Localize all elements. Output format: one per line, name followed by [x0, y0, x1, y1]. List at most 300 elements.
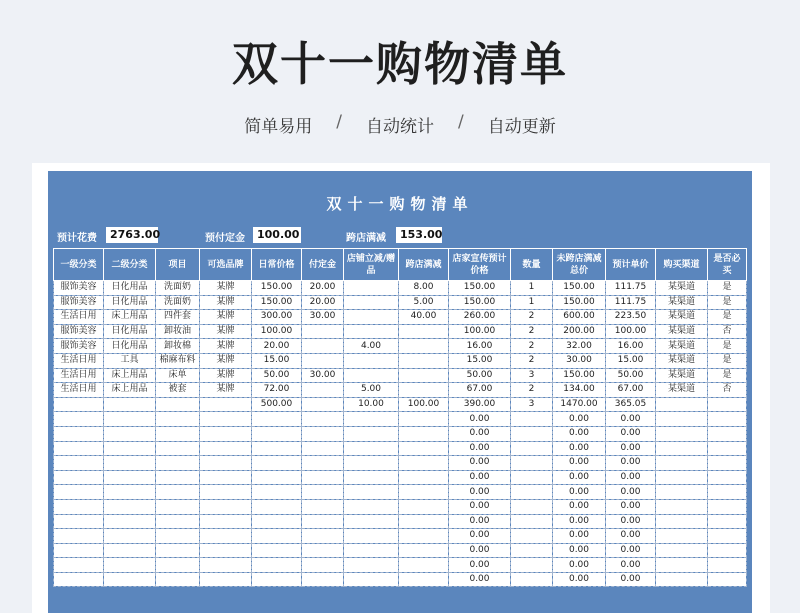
table-cell[interactable]	[344, 324, 399, 339]
table-cell[interactable]	[511, 514, 553, 529]
table-cell[interactable]	[252, 572, 302, 587]
column-header[interactable]: 预计单价	[606, 249, 656, 281]
table-cell[interactable]	[200, 499, 252, 514]
table-cell[interactable]: 0.00	[449, 441, 511, 456]
table-cell[interactable]	[252, 543, 302, 558]
table-cell[interactable]	[344, 529, 399, 544]
table-cell[interactable]	[156, 543, 200, 558]
table-cell[interactable]: 15.00	[449, 353, 511, 368]
table-cell[interactable]	[104, 470, 156, 485]
table-cell[interactable]	[302, 412, 344, 427]
table-cell[interactable]	[54, 426, 104, 441]
table-cell[interactable]: 0.00	[606, 412, 656, 427]
table-cell[interactable]	[708, 529, 747, 544]
table-cell[interactable]	[104, 529, 156, 544]
table-cell[interactable]: 67.00	[606, 383, 656, 398]
table-cell[interactable]	[252, 456, 302, 471]
table-cell[interactable]: 是	[708, 310, 747, 325]
table-cell[interactable]	[344, 295, 399, 310]
table-cell[interactable]	[399, 383, 449, 398]
table-cell[interactable]	[511, 499, 553, 514]
column-header[interactable]: 店家宣传预计价格	[449, 249, 511, 281]
table-cell[interactable]	[200, 412, 252, 427]
table-cell[interactable]	[54, 543, 104, 558]
table-cell[interactable]	[344, 499, 399, 514]
table-cell[interactable]	[302, 456, 344, 471]
table-cell[interactable]: 某渠道	[656, 310, 708, 325]
table-cell[interactable]: 16.00	[606, 339, 656, 354]
table-cell[interactable]: 150.00	[449, 295, 511, 310]
table-cell[interactable]: 67.00	[449, 383, 511, 398]
table-cell[interactable]	[54, 558, 104, 573]
table-cell[interactable]	[302, 383, 344, 398]
column-header[interactable]: 未跨店满减总价	[553, 249, 606, 281]
table-cell[interactable]	[511, 529, 553, 544]
table-cell[interactable]	[302, 499, 344, 514]
table-cell[interactable]	[708, 485, 747, 500]
table-cell[interactable]: 是	[708, 368, 747, 383]
table-cell[interactable]	[344, 441, 399, 456]
table-cell[interactable]: 150.00	[553, 368, 606, 383]
table-cell[interactable]	[708, 441, 747, 456]
table-cell[interactable]: 0.00	[553, 529, 606, 544]
table-cell[interactable]	[156, 426, 200, 441]
table-cell[interactable]	[104, 572, 156, 587]
table-cell[interactable]: 0.00	[553, 412, 606, 427]
column-header[interactable]: 项目	[156, 249, 200, 281]
table-cell[interactable]	[511, 441, 553, 456]
table-cell[interactable]: 日化用品	[104, 281, 156, 296]
table-cell[interactable]: 150.00	[449, 281, 511, 296]
table-cell[interactable]: 0.00	[449, 572, 511, 587]
table-cell[interactable]	[200, 514, 252, 529]
table-cell[interactable]: 50.00	[449, 368, 511, 383]
table-cell[interactable]	[302, 353, 344, 368]
table-cell[interactable]: 0.00	[449, 426, 511, 441]
table-cell[interactable]: 日化用品	[104, 339, 156, 354]
table-cell[interactable]: 是	[708, 353, 747, 368]
column-header[interactable]: 店铺立减/赠品	[344, 249, 399, 281]
table-cell[interactable]	[656, 499, 708, 514]
table-cell[interactable]: 5.00	[344, 383, 399, 398]
table-cell[interactable]: 3	[511, 397, 553, 412]
table-cell[interactable]	[54, 529, 104, 544]
table-cell[interactable]	[156, 456, 200, 471]
table-cell[interactable]: 150.00	[553, 295, 606, 310]
table-cell[interactable]: 0.00	[606, 558, 656, 573]
table-cell[interactable]	[302, 514, 344, 529]
table-cell[interactable]	[302, 324, 344, 339]
table-cell[interactable]	[511, 470, 553, 485]
table-cell[interactable]: 500.00	[252, 397, 302, 412]
table-cell[interactable]	[156, 529, 200, 544]
table-cell[interactable]	[156, 397, 200, 412]
table-cell[interactable]: 0.00	[606, 456, 656, 471]
table-cell[interactable]	[200, 456, 252, 471]
table-cell[interactable]: 服饰美容	[54, 324, 104, 339]
deposit-value[interactable]: 100.00	[253, 227, 301, 243]
table-cell[interactable]: 生活日用	[54, 368, 104, 383]
table-cell[interactable]	[104, 558, 156, 573]
table-cell[interactable]	[708, 514, 747, 529]
table-cell[interactable]: 0.00	[553, 426, 606, 441]
budget-value[interactable]: 2763.00	[106, 227, 158, 243]
table-cell[interactable]: 0.00	[606, 470, 656, 485]
table-cell[interactable]	[302, 397, 344, 412]
table-cell[interactable]	[200, 543, 252, 558]
table-cell[interactable]	[252, 485, 302, 500]
table-cell[interactable]	[399, 324, 449, 339]
column-header[interactable]: 付定金	[302, 249, 344, 281]
table-cell[interactable]	[104, 499, 156, 514]
table-cell[interactable]	[344, 470, 399, 485]
table-cell[interactable]	[656, 441, 708, 456]
table-cell[interactable]: 100.00	[606, 324, 656, 339]
table-cell[interactable]: 床单	[156, 368, 200, 383]
table-cell[interactable]: 某渠道	[656, 339, 708, 354]
table-cell[interactable]: 0.00	[553, 470, 606, 485]
table-cell[interactable]	[399, 543, 449, 558]
table-cell[interactable]	[200, 426, 252, 441]
table-cell[interactable]: 被套	[156, 383, 200, 398]
table-cell[interactable]	[200, 397, 252, 412]
table-cell[interactable]: 0.00	[449, 499, 511, 514]
table-cell[interactable]	[156, 572, 200, 587]
column-header[interactable]: 是否必买	[708, 249, 747, 281]
table-cell[interactable]: 1	[511, 295, 553, 310]
table-cell[interactable]	[54, 412, 104, 427]
table-cell[interactable]	[252, 426, 302, 441]
table-cell[interactable]: 是	[708, 339, 747, 354]
table-cell[interactable]: 134.00	[553, 383, 606, 398]
table-cell[interactable]: 0.00	[606, 426, 656, 441]
table-cell[interactable]	[399, 558, 449, 573]
table-cell[interactable]: 0.00	[606, 441, 656, 456]
column-header[interactable]: 二级分类	[104, 249, 156, 281]
table-cell[interactable]	[511, 412, 553, 427]
table-cell[interactable]: 卸妆棉	[156, 339, 200, 354]
table-cell[interactable]: 床上用品	[104, 368, 156, 383]
table-cell[interactable]: 某渠道	[656, 383, 708, 398]
table-cell[interactable]: 30.00	[302, 310, 344, 325]
table-cell[interactable]	[302, 543, 344, 558]
table-cell[interactable]: 四件套	[156, 310, 200, 325]
table-cell[interactable]: 390.00	[449, 397, 511, 412]
table-cell[interactable]: 0.00	[606, 572, 656, 587]
table-cell[interactable]	[156, 441, 200, 456]
table-cell[interactable]	[200, 558, 252, 573]
table-cell[interactable]	[399, 470, 449, 485]
table-cell[interactable]	[104, 441, 156, 456]
table-cell[interactable]: 日化用品	[104, 295, 156, 310]
table-cell[interactable]	[344, 572, 399, 587]
table-cell[interactable]: 0.00	[606, 485, 656, 500]
table-cell[interactable]: 床上用品	[104, 310, 156, 325]
table-cell[interactable]	[54, 397, 104, 412]
table-cell[interactable]: 服饰美容	[54, 339, 104, 354]
table-cell[interactable]: 某牌	[200, 353, 252, 368]
table-cell[interactable]	[156, 514, 200, 529]
table-cell[interactable]	[302, 485, 344, 500]
table-cell[interactable]	[54, 514, 104, 529]
table-cell[interactable]: 2	[511, 383, 553, 398]
table-cell[interactable]	[200, 485, 252, 500]
table-cell[interactable]	[200, 529, 252, 544]
table-cell[interactable]: 223.50	[606, 310, 656, 325]
table-cell[interactable]	[302, 572, 344, 587]
table-cell[interactable]: 某渠道	[656, 281, 708, 296]
table-cell[interactable]	[252, 558, 302, 573]
column-header[interactable]: 购买渠道	[656, 249, 708, 281]
table-cell[interactable]: 16.00	[449, 339, 511, 354]
table-cell[interactable]	[302, 441, 344, 456]
table-cell[interactable]: 某牌	[200, 310, 252, 325]
table-cell[interactable]: 0.00	[606, 499, 656, 514]
table-cell[interactable]: 5.00	[399, 295, 449, 310]
table-cell[interactable]: 111.75	[606, 295, 656, 310]
table-cell[interactable]	[656, 470, 708, 485]
table-cell[interactable]: 2	[511, 353, 553, 368]
table-cell[interactable]	[511, 485, 553, 500]
table-cell[interactable]: 20.00	[302, 295, 344, 310]
table-cell[interactable]: 工具	[104, 353, 156, 368]
table-cell[interactable]: 260.00	[449, 310, 511, 325]
table-cell[interactable]	[302, 426, 344, 441]
table-cell[interactable]: 2	[511, 339, 553, 354]
table-cell[interactable]: 0.00	[553, 572, 606, 587]
table-cell[interactable]: 否	[708, 383, 747, 398]
table-cell[interactable]	[344, 281, 399, 296]
table-cell[interactable]: 0.00	[449, 470, 511, 485]
table-cell[interactable]	[104, 543, 156, 558]
table-cell[interactable]: 某渠道	[656, 368, 708, 383]
table-cell[interactable]	[302, 558, 344, 573]
table-cell[interactable]: 0.00	[553, 485, 606, 500]
table-cell[interactable]: 32.00	[553, 339, 606, 354]
table-cell[interactable]	[156, 499, 200, 514]
table-cell[interactable]: 150.00	[252, 295, 302, 310]
table-cell[interactable]	[104, 426, 156, 441]
table-cell[interactable]	[252, 470, 302, 485]
table-cell[interactable]	[252, 412, 302, 427]
table-cell[interactable]: 111.75	[606, 281, 656, 296]
table-cell[interactable]	[708, 572, 747, 587]
table-cell[interactable]: 100.00	[252, 324, 302, 339]
table-cell[interactable]	[252, 499, 302, 514]
table-cell[interactable]: 某牌	[200, 368, 252, 383]
table-cell[interactable]	[399, 529, 449, 544]
table-cell[interactable]: 0.00	[606, 514, 656, 529]
table-cell[interactable]	[104, 514, 156, 529]
table-cell[interactable]	[344, 368, 399, 383]
table-cell[interactable]	[344, 558, 399, 573]
table-cell[interactable]: 150.00	[252, 281, 302, 296]
table-cell[interactable]	[344, 514, 399, 529]
table-cell[interactable]	[344, 456, 399, 471]
table-cell[interactable]: 床上用品	[104, 383, 156, 398]
table-cell[interactable]	[54, 499, 104, 514]
table-cell[interactable]	[656, 572, 708, 587]
table-cell[interactable]	[511, 426, 553, 441]
table-cell[interactable]: 棉麻布料	[156, 353, 200, 368]
table-cell[interactable]	[344, 310, 399, 325]
table-cell[interactable]: 0.00	[449, 456, 511, 471]
table-cell[interactable]	[252, 514, 302, 529]
table-cell[interactable]	[656, 412, 708, 427]
table-cell[interactable]: 0.00	[553, 543, 606, 558]
table-cell[interactable]: 0.00	[449, 543, 511, 558]
table-cell[interactable]	[54, 572, 104, 587]
table-cell[interactable]	[200, 441, 252, 456]
table-cell[interactable]	[656, 485, 708, 500]
table-cell[interactable]: 30.00	[553, 353, 606, 368]
table-cell[interactable]	[252, 529, 302, 544]
table-cell[interactable]	[511, 456, 553, 471]
table-cell[interactable]	[708, 412, 747, 427]
table-cell[interactable]: 服饰美容	[54, 295, 104, 310]
table-cell[interactable]	[156, 470, 200, 485]
table-cell[interactable]: 0.00	[553, 499, 606, 514]
table-cell[interactable]: 洗面奶	[156, 295, 200, 310]
table-cell[interactable]: 300.00	[252, 310, 302, 325]
cross-store-value[interactable]: 153.00	[396, 227, 442, 243]
table-cell[interactable]	[399, 514, 449, 529]
table-cell[interactable]: 0.00	[449, 529, 511, 544]
table-cell[interactable]: 72.00	[252, 383, 302, 398]
table-cell[interactable]	[54, 485, 104, 500]
table-cell[interactable]: 8.00	[399, 281, 449, 296]
table-cell[interactable]	[399, 485, 449, 500]
column-header[interactable]: 一级分类	[54, 249, 104, 281]
table-cell[interactable]	[708, 543, 747, 558]
table-cell[interactable]	[344, 412, 399, 427]
table-cell[interactable]: 是	[708, 295, 747, 310]
table-cell[interactable]: 日化用品	[104, 324, 156, 339]
table-cell[interactable]	[252, 441, 302, 456]
table-cell[interactable]: 否	[708, 324, 747, 339]
table-cell[interactable]	[656, 558, 708, 573]
table-cell[interactable]: 2	[511, 310, 553, 325]
table-cell[interactable]: 0.00	[553, 456, 606, 471]
table-cell[interactable]: 洗面奶	[156, 281, 200, 296]
table-cell[interactable]	[104, 397, 156, 412]
table-cell[interactable]	[302, 529, 344, 544]
table-cell[interactable]	[656, 543, 708, 558]
table-cell[interactable]: 某牌	[200, 324, 252, 339]
table-cell[interactable]: 40.00	[399, 310, 449, 325]
table-cell[interactable]	[656, 456, 708, 471]
table-cell[interactable]	[54, 456, 104, 471]
table-cell[interactable]: 15.00	[252, 353, 302, 368]
table-cell[interactable]: 30.00	[302, 368, 344, 383]
table-cell[interactable]: 20.00	[252, 339, 302, 354]
column-header[interactable]: 数量	[511, 249, 553, 281]
table-cell[interactable]: 150.00	[553, 281, 606, 296]
table-cell[interactable]	[104, 456, 156, 471]
table-cell[interactable]	[511, 572, 553, 587]
table-cell[interactable]: 卸妆油	[156, 324, 200, 339]
table-cell[interactable]	[302, 339, 344, 354]
table-cell[interactable]	[54, 470, 104, 485]
table-cell[interactable]: 100.00	[449, 324, 511, 339]
column-header[interactable]: 日常价格	[252, 249, 302, 281]
table-cell[interactable]	[344, 543, 399, 558]
table-cell[interactable]: 0.00	[449, 514, 511, 529]
table-cell[interactable]: 10.00	[344, 397, 399, 412]
table-cell[interactable]: 某牌	[200, 339, 252, 354]
table-cell[interactable]	[399, 353, 449, 368]
table-cell[interactable]: 600.00	[553, 310, 606, 325]
table-cell[interactable]	[656, 529, 708, 544]
table-cell[interactable]	[399, 572, 449, 587]
table-cell[interactable]: 0.00	[606, 529, 656, 544]
table-cell[interactable]	[708, 456, 747, 471]
table-cell[interactable]	[399, 426, 449, 441]
table-cell[interactable]	[156, 558, 200, 573]
table-cell[interactable]: 0.00	[449, 412, 511, 427]
table-cell[interactable]	[656, 397, 708, 412]
table-cell[interactable]: 是	[708, 281, 747, 296]
table-cell[interactable]	[708, 426, 747, 441]
table-cell[interactable]: 0.00	[553, 514, 606, 529]
table-cell[interactable]: 0.00	[606, 543, 656, 558]
table-cell[interactable]	[344, 426, 399, 441]
table-cell[interactable]	[399, 499, 449, 514]
table-cell[interactable]	[656, 426, 708, 441]
table-cell[interactable]: 某牌	[200, 295, 252, 310]
table-cell[interactable]	[511, 543, 553, 558]
table-cell[interactable]: 某渠道	[656, 295, 708, 310]
table-cell[interactable]	[656, 514, 708, 529]
table-cell[interactable]: 服饰美容	[54, 281, 104, 296]
table-cell[interactable]: 某渠道	[656, 353, 708, 368]
table-cell[interactable]: 200.00	[553, 324, 606, 339]
table-cell[interactable]: 20.00	[302, 281, 344, 296]
table-cell[interactable]	[399, 339, 449, 354]
table-cell[interactable]: 0.00	[553, 558, 606, 573]
table-cell[interactable]	[302, 470, 344, 485]
table-cell[interactable]: 生活日用	[54, 310, 104, 325]
table-cell[interactable]	[708, 499, 747, 514]
table-cell[interactable]: 某渠道	[656, 324, 708, 339]
table-cell[interactable]: 0.00	[449, 558, 511, 573]
column-header[interactable]: 跨店满减	[399, 249, 449, 281]
table-cell[interactable]	[708, 397, 747, 412]
table-cell[interactable]: 3	[511, 368, 553, 383]
table-cell[interactable]	[156, 412, 200, 427]
table-cell[interactable]: 某牌	[200, 383, 252, 398]
table-cell[interactable]	[104, 412, 156, 427]
table-cell[interactable]: 100.00	[399, 397, 449, 412]
table-cell[interactable]	[54, 441, 104, 456]
table-cell[interactable]: 生活日用	[54, 353, 104, 368]
column-header[interactable]: 可选品牌	[200, 249, 252, 281]
table-cell[interactable]: 50.00	[606, 368, 656, 383]
table-cell[interactable]: 某牌	[200, 281, 252, 296]
table-cell[interactable]	[399, 456, 449, 471]
table-cell[interactable]	[344, 353, 399, 368]
table-cell[interactable]: 0.00	[449, 485, 511, 500]
table-cell[interactable]: 0.00	[553, 441, 606, 456]
table-cell[interactable]: 4.00	[344, 339, 399, 354]
table-cell[interactable]: 1	[511, 281, 553, 296]
table-cell[interactable]: 1470.00	[553, 397, 606, 412]
table-cell[interactable]	[156, 485, 200, 500]
table-cell[interactable]	[511, 558, 553, 573]
table-cell[interactable]	[399, 368, 449, 383]
table-cell[interactable]	[344, 485, 399, 500]
table-cell[interactable]	[200, 470, 252, 485]
